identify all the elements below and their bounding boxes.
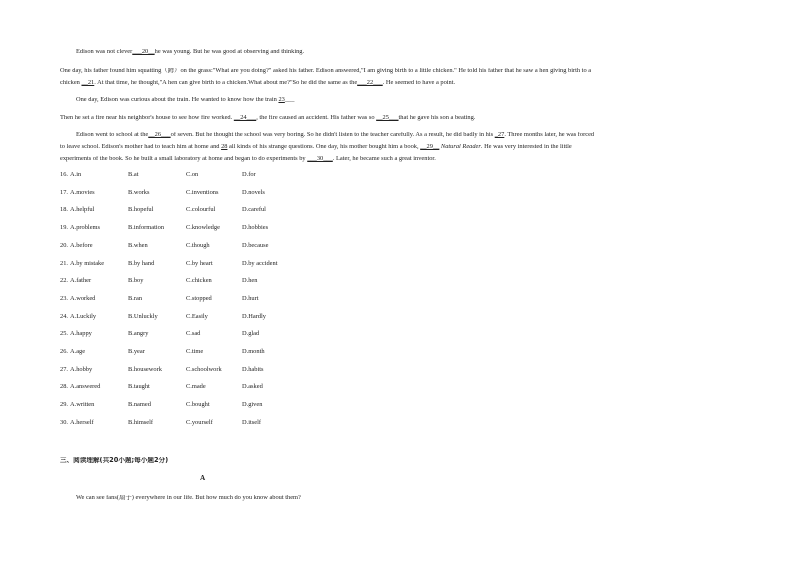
option-a: A.hobby (70, 366, 93, 373)
option-a: A.father (70, 277, 92, 284)
option-d: D.asked (242, 383, 263, 390)
option-c: C.schoolwork (186, 366, 222, 373)
option-a: A.movies (70, 189, 95, 196)
option-c: C.sad (186, 330, 201, 337)
option-a: A.written (70, 401, 95, 408)
passage-text: One day, his father found him squatting（蹲）on the grass:"What are you doing?" asked his father. Edison answered,"I am giving birth to a little chicken." He told his father that he saw a hen giving birth to a (60, 68, 592, 74)
option-b: B.works (128, 189, 150, 196)
blank-marker: __29__ (420, 144, 440, 150)
passage-text: chicken (60, 80, 82, 86)
option-d: D.careful (242, 206, 266, 213)
option-b: B.boy (128, 277, 144, 284)
question-number: 18. (60, 206, 68, 213)
blank-marker: ___22___ (357, 80, 383, 86)
question-number: 29. (60, 401, 68, 408)
passage-text: Then he set a fire near his neighbor's house to see how fire worked. (60, 115, 234, 121)
option-b: B.when (128, 242, 148, 249)
option-b: B.information (128, 224, 165, 231)
option-d: D.Hardly (242, 313, 266, 320)
option-b: B.hopeful (128, 206, 154, 213)
option-b: B.named (128, 401, 151, 408)
option-a: A.answered (70, 383, 101, 390)
option-c: C.Easily (186, 313, 208, 320)
option-c: C.chicken (186, 277, 212, 284)
option-a: A.happy (70, 330, 92, 337)
section-heading: 三、阅读理解(共20小题;每小题2分) (60, 457, 169, 464)
option-a: A.by mistake (70, 260, 105, 267)
passage-line (76, 132, 736, 138)
option-c: C.time (186, 348, 204, 355)
option-a: A.worked (70, 295, 96, 302)
passage-text: he was young. But he was good at observing and thinking. (154, 49, 305, 55)
question-number: 22. (60, 277, 68, 284)
option-d: D.hen (242, 277, 258, 284)
option-c: C.colourful (186, 206, 216, 213)
question-number: 17. (60, 189, 68, 196)
passage-text: . He seemed to have a point. (382, 80, 456, 86)
option-a: A.age (70, 348, 86, 355)
option-c: C.though (186, 242, 210, 249)
passage-text: all kinds of his strange questions. One day, his mother bought him a book, (227, 144, 421, 150)
passage-line (76, 97, 736, 103)
passage-line (60, 115, 736, 121)
reading-intro: We can see fans(扇子) everywhere in our life. But how much do you know about them? (76, 495, 301, 501)
passage-text: One day, Edison was curious about the train. He wanted to know how the train (76, 97, 279, 103)
blank-marker: 28 (221, 144, 228, 150)
option-c: C.on (186, 171, 199, 178)
option-a: A.before (70, 242, 93, 249)
question-number: 27. (60, 366, 68, 373)
blank-marker: ___20__ (132, 49, 155, 55)
option-c: C.by heart (186, 260, 213, 267)
option-d: D.because (242, 242, 269, 249)
question-number: 30. (60, 419, 68, 426)
passage-label: A (200, 474, 206, 482)
blank-marker: _27 (494, 132, 505, 138)
option-b: B.Unluckly (128, 313, 158, 320)
passage-text: of seven. But he thought the school was very boring. So he didn't listen to the teacher carefully. As a result, he did badly in his (170, 132, 495, 138)
passage-text: ___ (284, 97, 295, 103)
blank-marker: __21 (81, 80, 95, 86)
passage-line (60, 156, 736, 162)
passage-text: . At that time, he thought,"A hen can give birth to a chicken.What about me?"So he did the same as the (94, 80, 358, 86)
question-number: 23. (60, 295, 68, 302)
passage-text: . Later, he became such a great inventor. (332, 156, 436, 162)
option-b: B.himself (128, 419, 154, 426)
option-c: C.yourself (186, 419, 213, 426)
option-d: D.hobbies (242, 224, 269, 231)
passage-text: Edison was not clever (76, 49, 133, 55)
question-number: 26. (60, 348, 68, 355)
passage-text: Natural Reader (439, 144, 481, 150)
question-number: 20. (60, 242, 68, 249)
option-d: D.glad (242, 330, 260, 337)
option-a: A.herself (70, 419, 94, 426)
blank-marker: ___30___ (307, 156, 333, 162)
option-d: D.habits (242, 366, 264, 373)
option-d: D.hurt (242, 295, 259, 302)
passage-line (60, 80, 736, 86)
option-b: B.year (128, 348, 145, 355)
passage-text: experiments of the book. So he built a small laboratory at home and began to do experiments by (60, 156, 308, 162)
passage-line (60, 68, 736, 74)
passage-text: that he gave his son a beating. (398, 115, 476, 121)
option-d: D.month (242, 348, 265, 355)
option-b: B.by hand (128, 260, 155, 267)
passage-text: . Three months later, he was forced (504, 132, 595, 138)
option-a: A.in (70, 171, 82, 178)
option-d: D.novels (242, 189, 265, 196)
option-d: D.given (242, 401, 263, 408)
option-a: A.Luckily (70, 313, 97, 320)
option-c: C.made (186, 383, 206, 390)
option-d: D.for (242, 171, 256, 178)
option-a: A.helpful (70, 206, 95, 213)
blank-marker: __24___ (233, 115, 257, 121)
option-b: B.housework (128, 366, 162, 373)
option-d: D.itself (242, 419, 261, 426)
passage-text: , the fire caused an accident. His father was so (256, 115, 377, 121)
option-c: C.stopped (186, 295, 212, 302)
option-b: B.taught (128, 383, 150, 390)
blank-marker: __26___ (148, 132, 171, 138)
passage-text: . He was very interested in the little (480, 144, 572, 150)
option-b: B.ran (128, 295, 143, 302)
option-b: B.at (128, 171, 139, 178)
option-d: D.by accident (242, 260, 278, 267)
option-c: C.bought (186, 401, 210, 408)
option-c: C.inventions (186, 189, 219, 196)
passage-line (60, 144, 736, 150)
question-number: 24. (60, 313, 68, 320)
option-c: C.knowledge (186, 224, 220, 231)
option-b: B.angry (128, 330, 149, 337)
passage-text: Edison went to school at the (76, 132, 149, 138)
blank-marker: __25___ (376, 115, 399, 121)
blank-marker: 23 (278, 97, 285, 103)
passage-text: to leave school. Edison's mother had to teach him at home and (60, 144, 222, 150)
question-number: 19. (60, 224, 68, 231)
question-number: 16. (60, 171, 68, 178)
option-a: A.problems (70, 224, 100, 231)
question-number: 21. (60, 260, 68, 267)
passage-line (76, 49, 736, 55)
question-number: 25. (60, 330, 68, 337)
question-number: 28. (60, 383, 68, 390)
